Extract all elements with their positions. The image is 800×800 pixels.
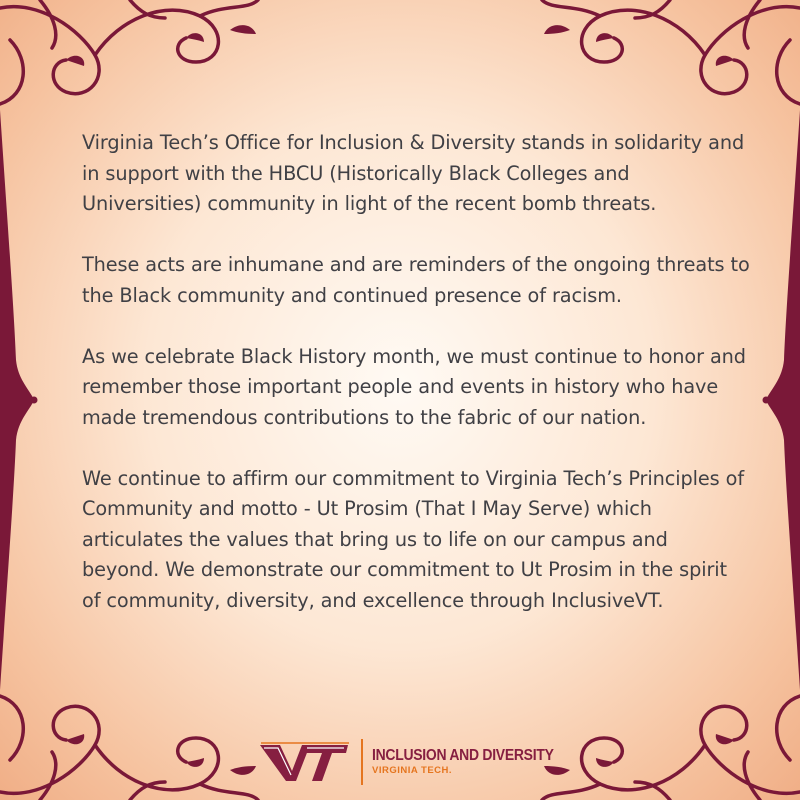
message-paragraph: As we celebrate Black History month, we must continue to honor and remember those important people and events in history who have made tremendous contributions to the fabric of our nation. (82, 344, 746, 429)
message-body (82, 128, 750, 647)
side-border-left (0, 110, 40, 690)
corner-ornament-top-left (0, 0, 260, 110)
side-border-right (760, 110, 800, 690)
vt-logo-mark (258, 741, 350, 783)
corner-ornament-top-right (540, 0, 800, 110)
message-paragraph: Virginia Tech’s Office for Inclusion & Diversity stands in solidarity and in support with the HBCU (Historically Black Colleges and Universities) community in light of the recent bomb threats. (82, 131, 745, 215)
corner-ornament-bottom-left (0, 690, 260, 800)
logo-subtitle: VIRGINIA TECH. (372, 765, 453, 776)
logo-divider (361, 739, 363, 785)
inclusion-diversity-logo (258, 739, 558, 787)
logo-title: INCLUSION AND DIVERSITY (372, 747, 554, 764)
corner-ornament-bottom-right (540, 690, 800, 800)
message-paragraph: We continue to affirm our commitment to Virginia Tech’s Principles of Community and motto - Ut Prosim (That I May Serve) which articulates the values that bring us to life on our campus and beyond. We demonstrate our commitment to Ut Prosim in the spirit of community, diversity, and excellence through InclusiveVT. (82, 466, 745, 612)
message-paragraph: These acts are inhumane and are reminders of the ongoing threats to the Black community and continued presence of racism. (82, 253, 750, 307)
